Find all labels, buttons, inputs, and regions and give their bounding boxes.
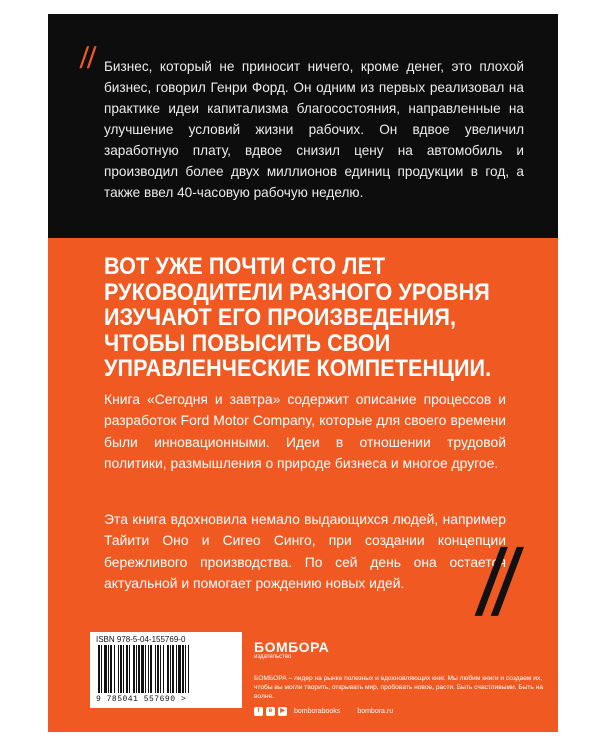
- headline-line: ЧТОБЫ ПОВЫСИТЬ СВОИ: [104, 329, 391, 357]
- headline: [104, 254, 544, 382]
- headline-line: ВОТ УЖЕ ПОЧТИ СТО ЛЕТ: [104, 253, 386, 280]
- youtube-icon: ▶: [278, 707, 287, 716]
- publisher-website: bombora.ru: [357, 708, 394, 715]
- ean-number: 9 785041 557690 >: [96, 695, 187, 704]
- headline-line: ИЗУЧАЮТ ЕГО ПРОИЗВЕДЕНИЯ,: [104, 304, 457, 331]
- publisher-slogan: БОМБОРА – лидер на рынке полезных и вдохновляющих книг. Мы любим книги и создаем их, чтобы вы могли творить, открывать мир, пробовать новое, расти. Быть счастливыми. Быть на волне.: [254, 675, 543, 700]
- isbn-label: ISBN 978-5-04-155769-0: [96, 635, 186, 644]
- top-slash-marker: //: [78, 42, 96, 75]
- headline-line: УПРАВЛЕНЧЕСКИЕ КОМПЕТЕНЦИИ.: [104, 355, 492, 382]
- intro-quote: Бизнес, который не приносит ничего, кроме денег, это плохой бизнес, говорил Генри Форд. Он одним из первых реализовал на практике идеи капитализма благосостояния, направленные на улучшение условий жизни рабочих. Он вдвое увеличил заработную плату, вдвое снизил цену на автомобиль и производил более двух миллионов единиц продукции в год, а также ввел 40-часовую рабочую неделю.: [104, 59, 524, 200]
- publisher-name: БОМБОРА: [254, 639, 330, 655]
- barcode-image: [96, 645, 236, 693]
- description-paragraph-1: Книга «Сегодня и завтра» содержит описание процессов и разработок Ford Motor Company, которые для своего времени были инновационными. Идеи в отношении трудовой политики, размышления о природе бизнеса и многое другое.: [104, 391, 506, 471]
- book-back-cover: [48, 14, 558, 732]
- facebook-icon: f: [254, 707, 263, 716]
- publisher-contacts: [254, 707, 393, 716]
- big-slash-marker: //: [472, 530, 516, 635]
- headline-line: РУКОВОДИТЕЛИ РАЗНОГО УРОВНЯ: [104, 278, 490, 306]
- barcode-panel: [90, 632, 242, 708]
- publisher-subtitle: издательство: [254, 654, 292, 660]
- social-handle: bomborabooks: [294, 708, 341, 715]
- vk-icon: в: [266, 707, 275, 716]
- description-paragraph-2: Эта книга вдохновила немало выдающихся людей, например Тайити Оно и Сигео Синго, при создании концепции бережливого производства. По сей день она остается актуальной и помогает рождению новых идей.: [104, 511, 506, 591]
- publisher-logo: [254, 639, 329, 660]
